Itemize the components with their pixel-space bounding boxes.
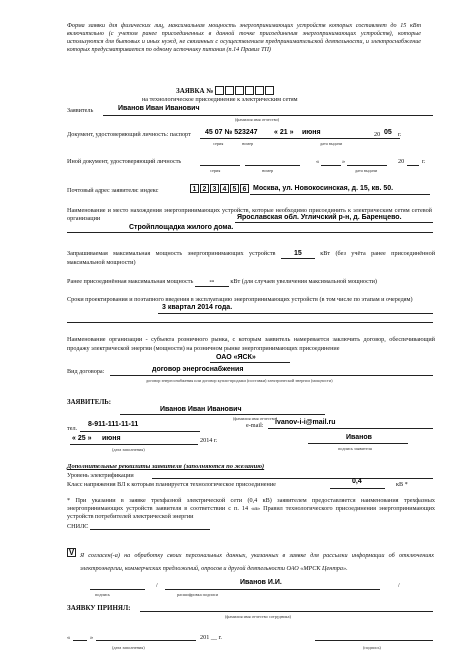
- extra-voltage-value[interactable]: 0,4: [352, 478, 362, 485]
- postal-index-digit: 3: [210, 184, 219, 193]
- consent-checkbox[interactable]: V: [68, 548, 75, 557]
- extra-note: * При указании в заявке трехфазной электрической сети (0,4 кВ) заявителем предоставляется наименования трехфазных энергопринимающих устройств заявителя в соответствии с п. 14 «а» Правил технологического присоединения энергопринимающих устройств потребителей электрической энергии: [67, 497, 435, 520]
- consent-cap-sign: подпись: [95, 592, 110, 597]
- passport-cap-series: серия: [213, 141, 224, 146]
- accepted-cap-sign: (подпись): [363, 645, 381, 650]
- passport-month[interactable]: июня: [302, 129, 321, 136]
- passport-series-number[interactable]: 45 07 № 523247: [205, 129, 258, 136]
- postal-index-boxes[interactable]: [190, 184, 250, 193]
- power-text: [67, 250, 435, 267]
- postal-index-digit: 5: [230, 184, 239, 193]
- sign-year: 2014 г.: [200, 437, 218, 444]
- prev-power-text: [67, 278, 435, 287]
- sign-name[interactable]: Иванов Иван Иванович: [160, 406, 242, 413]
- sign-day[interactable]: « 25 »: [72, 435, 92, 442]
- postal-index-digit: 2: [200, 184, 209, 193]
- supplier-text: Наименование организации - субъекта розничного рынка, с которым заявитель намеревается заключить договор, обеспечивающий продажу электрической энергии (мощности) на розничном рынке энергопринимающих присоединение: [67, 336, 435, 352]
- sign-date-caption: (дата заполнения): [112, 447, 145, 452]
- passport-year-prefix: 20: [374, 131, 381, 138]
- location-text: Наименование и место нахождения энергопринимающих устройств, которые необходимо присоединить к электрическим сетям сетевой организации: [67, 207, 432, 222]
- contract-value[interactable]: договор энергоснабжения: [152, 366, 244, 373]
- passport-cap-date: дата выдачи: [320, 141, 343, 146]
- other-doc-label: Иной документ, удостоверяющий личность: [67, 158, 182, 165]
- contract-caption: договор энергоснабжения или договор купли-продажи (поставки) электрической энергии (мощности): [146, 378, 333, 383]
- sign-month[interactable]: июня: [102, 435, 121, 442]
- extra-voltage-unit: кВ *: [396, 481, 408, 488]
- postal-index-digit: 1: [190, 184, 199, 193]
- other-doc-quote-close: »: [342, 158, 346, 165]
- accepted-year: 201 __ г.: [200, 634, 222, 641]
- power-text-2: кВт (без учёта ранее присоединённой максимальной мощности): [67, 250, 436, 266]
- supplier-value[interactable]: ОАО «ЯСК»: [216, 354, 256, 361]
- terms-text: Сроки проектирования и поэтапного введения в эксплуатацию энергопринимающих устройств (в том числе по этапам и очередям): [67, 296, 413, 303]
- applicant-heading: ЗАЯВИТЕЛЬ:: [67, 399, 112, 406]
- power-value[interactable]: 15: [281, 250, 315, 259]
- passport-cap-number: номер: [242, 141, 254, 146]
- postal-index-digit: 6: [240, 184, 249, 193]
- consent-slash: /: [156, 582, 158, 589]
- location-value-2[interactable]: Стройплощадка жилого дома.: [129, 224, 234, 231]
- location-value-1[interactable]: Ярославская обл. Угличский р-н, д. Баренцево.: [237, 214, 402, 221]
- consent-cap-decode: расшифровка подписи: [177, 592, 219, 597]
- intro-text: Форма заявки для физических лиц, максимальная мощность энергопринимающих устройств которых составляет до 15 кВт включительно (с учетом ранее присоединенных в данной точке присоединения энергопринимающих устройств), которые используются для бытовых и иных нужд, не связанных с осуществлением предпринимательской деятельности, и электроснабжение которых предусматривается по одному источнику питания (п.14 Правил ТП): [67, 23, 421, 53]
- accepted-cap-date: (дата заполнения): [112, 645, 145, 650]
- contract-label: Вид договора:: [67, 368, 105, 375]
- consent-slash-end: /: [398, 582, 400, 589]
- applicant-label: Заявитель: [67, 107, 94, 114]
- passport-label: Документ, удостоверяющий личность: паспорт: [67, 131, 191, 138]
- other-doc-cap-series: серия: [210, 168, 221, 173]
- consent-name[interactable]: Иванов И.И.: [240, 579, 282, 586]
- form-title-text: ЗАЯВКА №: [176, 87, 214, 96]
- prev-power-text-2: кВт (для случаев увеличения максимальной мощности): [230, 278, 377, 285]
- postal-address[interactable]: Москва, ул. Новокосинская, д. 15, кв. 50.: [253, 185, 394, 192]
- extra-heading: Дополнительные реквизиты заявителя (заполняются по желанию): [67, 463, 265, 470]
- passport-day[interactable]: « 21 »: [274, 129, 294, 136]
- applicant-caption: (фамилия имя отчество): [235, 117, 280, 122]
- tel-label: тел.: [67, 425, 78, 432]
- passport-year-suffix: г.: [398, 131, 402, 138]
- other-doc-cap-date: дата выдачи: [355, 168, 378, 173]
- applicant-name[interactable]: Иванов Иван Иванович: [118, 105, 200, 112]
- form-subtitle: на технологическое присоединение к электрическим сетям: [142, 96, 298, 103]
- other-doc-cap-number: номер: [262, 168, 274, 173]
- accepted-caption: (фамилия имя отчество сотрудника): [225, 614, 291, 619]
- email-value[interactable]: ivanov-i-i@mail.ru: [275, 419, 336, 426]
- extra-snils: СНИЛС: [67, 523, 89, 530]
- power-text-1: Запрашиваемая максимальная мощность энергопринимающих устройств: [67, 250, 276, 257]
- sign-signature[interactable]: Иванов: [346, 434, 372, 441]
- prev-power-value[interactable]: --: [195, 278, 229, 287]
- accepted-heading: ЗАЯВКУ ПРИНЯЛ:: [67, 604, 131, 612]
- other-doc-year-prefix: 20: [398, 158, 405, 165]
- passport-year[interactable]: 05: [384, 129, 392, 136]
- accepted-quote-open: «: [67, 634, 71, 641]
- prev-power-text-1: Ранее присоединённая максимальная мощность: [67, 278, 194, 285]
- other-doc-year-suffix: г.: [422, 158, 426, 165]
- tel-value[interactable]: 8-911-111-11-11: [88, 421, 139, 428]
- accepted-quote-close: »: [90, 634, 94, 641]
- extra-voltage: Класс напряжения ВЛ к которым планируется технологическое присоединение: [67, 481, 276, 488]
- sign-signature-caption: подпись заявителя: [338, 446, 372, 451]
- postal-index-digit: 4: [220, 184, 229, 193]
- postal-label: Почтовый адрес заявителя: индекс: [67, 187, 159, 194]
- consent-text: Я согласен(-а) на обработку своих персональных данных, указанных в заявке для рассылки информации об отключениях электроэнергии, коммерческих предложений, опросов и другой деятельности ОАО «МРСК Центра».: [80, 552, 434, 572]
- sign-name-caption: (фамилия имя отчество): [233, 416, 278, 421]
- other-doc-quote-open: «: [316, 158, 320, 165]
- terms-value[interactable]: 3 квартал 2014 года.: [162, 304, 233, 311]
- extra-level: Уровень электрификации: [67, 472, 134, 479]
- email-label: e-mail:: [246, 422, 264, 429]
